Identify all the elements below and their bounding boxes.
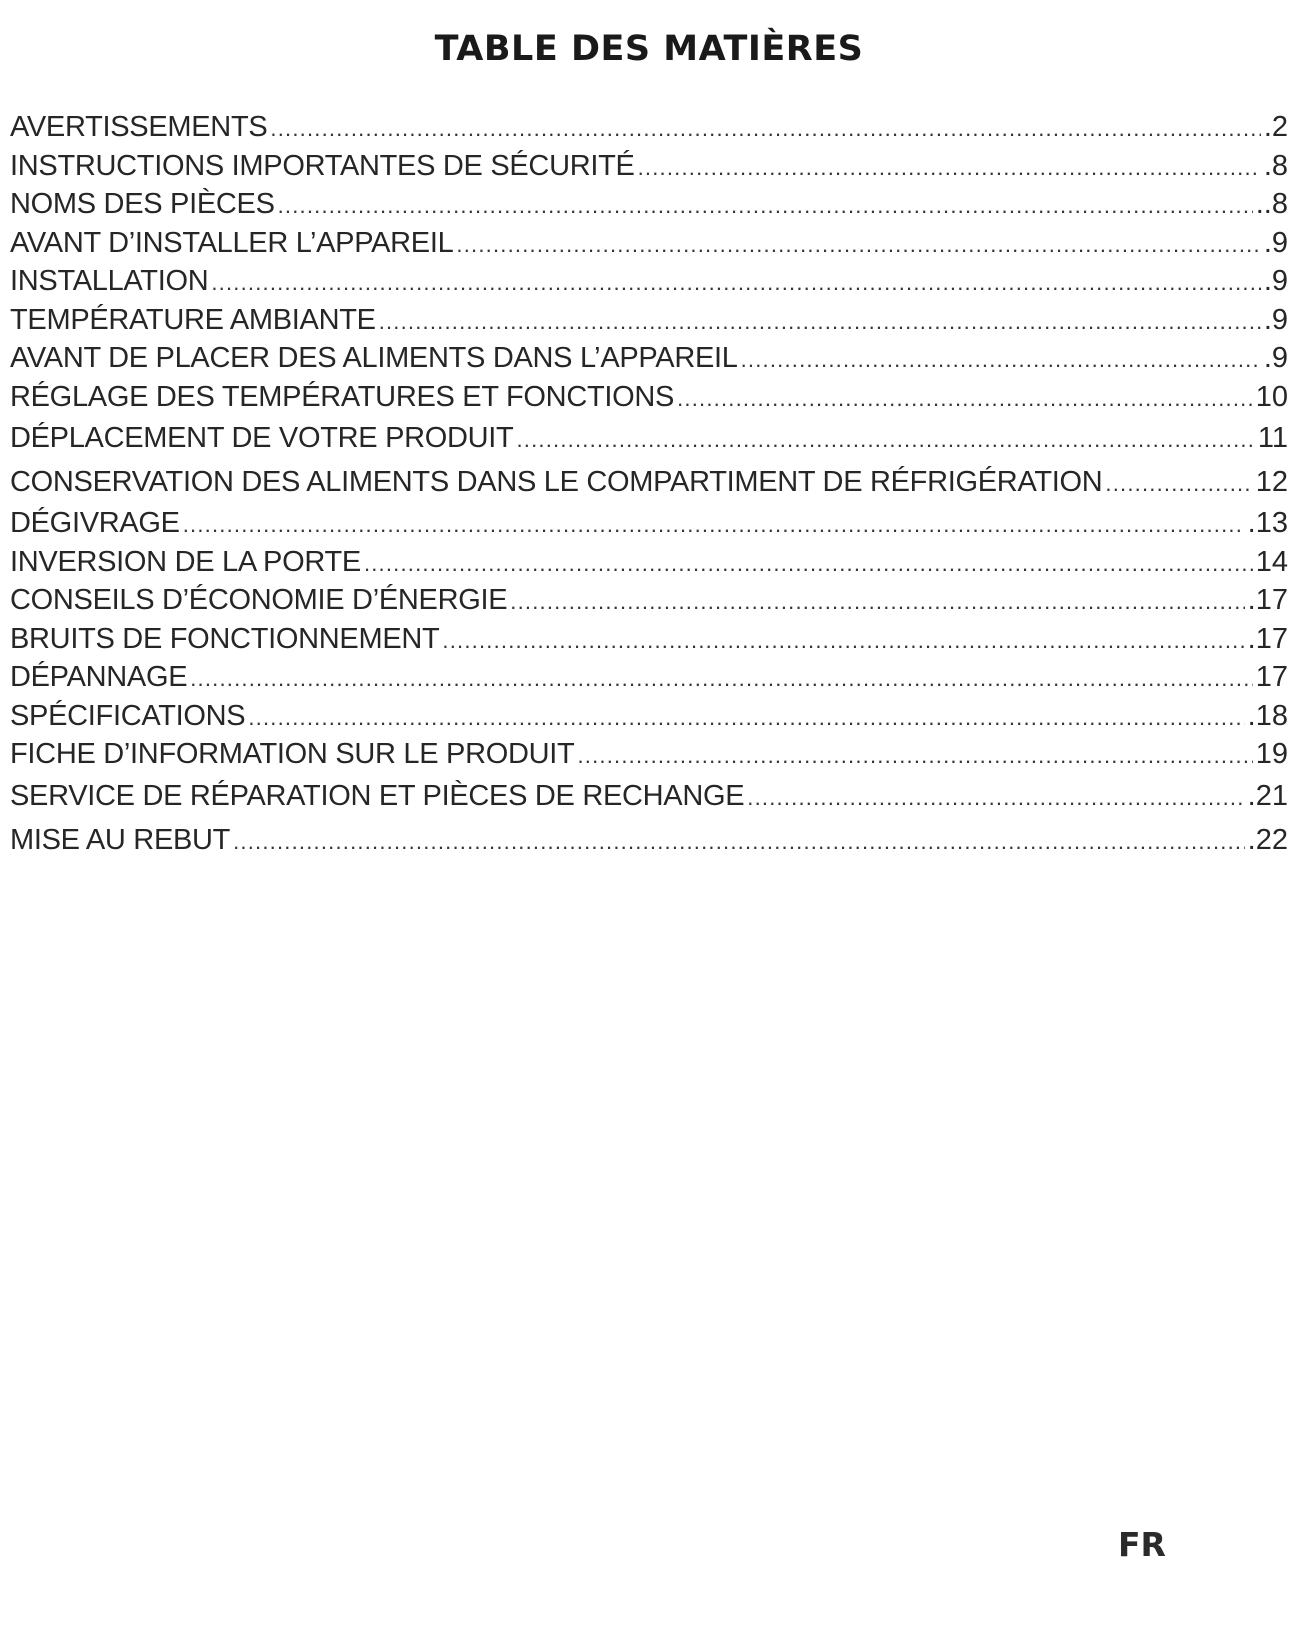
toc-entry-page: 17 — [1255, 661, 1288, 693]
toc-entry[interactable] — [10, 658, 1288, 697]
toc-entry[interactable] — [10, 185, 1288, 224]
toc-leader-dots — [190, 660, 1252, 699]
toc-entry[interactable] — [10, 460, 1288, 504]
toc-leader-dots — [442, 622, 1244, 661]
toc-leader-dots — [211, 264, 1260, 303]
toc-entry-label: SPÉCIFICATIONS — [10, 699, 246, 732]
toc-leader-dots — [278, 187, 1253, 226]
toc-leader-dots — [233, 820, 1245, 864]
toc-leader-dots — [364, 545, 1253, 584]
toc-entry-label: AVANT D’INSTALLER L’APPAREIL — [10, 226, 454, 259]
toc-leader-dots — [248, 699, 1244, 738]
toc-entry[interactable] — [10, 543, 1288, 582]
toc-entry[interactable] — [10, 262, 1288, 301]
toc-leader-dots — [456, 226, 1260, 265]
toc-entry-label: CONSEILS D’ÉCONOMIE D’ÉNERGIE — [10, 584, 508, 616]
toc-entry[interactable] — [10, 416, 1288, 460]
toc-entry[interactable] — [10, 735, 1288, 774]
toc-entry-page: 12 — [1255, 466, 1288, 498]
toc-entry-page: 14 — [1255, 545, 1288, 578]
toc-entry-page: .18 — [1247, 699, 1288, 732]
toc-entry-label: BRUITS DE FONCTIONNEMENT — [10, 622, 440, 655]
toc-entry-label: INSTRUCTIONS IMPORTANTES DE SÉCURITÉ — [10, 149, 635, 182]
toc-leader-dots — [379, 303, 1261, 342]
toc-leader-dots — [270, 110, 1260, 149]
toc-entry-label: SERVICE DE RÉPARATION ET PIÈCES DE RECHANGE — [10, 779, 745, 812]
toc-entry-label: DÉPANNAGE — [10, 661, 188, 693]
toc-entry-page: .13 — [1247, 507, 1288, 539]
toc-entry[interactable] — [10, 378, 1288, 417]
toc-entry[interactable] — [10, 818, 1288, 862]
toc-entry-page: .9 — [1263, 265, 1288, 297]
toc-entry-label: INVERSION DE LA PORTE — [10, 545, 361, 578]
page-title: TABLE DES MATIÈRES — [434, 29, 864, 70]
toc-leader-dots — [1105, 462, 1252, 506]
toc-entry[interactable] — [10, 147, 1288, 186]
toc-entry-page: .9 — [1263, 226, 1288, 259]
table-of-contents — [10, 108, 1288, 862]
toc-entry-page: .8 — [1263, 149, 1288, 182]
toc-entry[interactable] — [10, 504, 1288, 543]
toc-entry-label: CONSERVATION DES ALIMENTS DANS LE COMPARTIMENT DE RÉFRIGÉRATION — [10, 466, 1103, 498]
toc-entry-label: TEMPÉRATURE AMBIANTE — [10, 303, 376, 336]
toc-entry-page: 19 — [1255, 738, 1288, 770]
toc-leader-dots — [747, 776, 1244, 820]
toc-entry[interactable] — [10, 697, 1288, 736]
toc-leader-dots — [577, 737, 1252, 776]
toc-entry[interactable] — [10, 620, 1288, 659]
toc-entry-label: AVERTISSEMENTS — [10, 111, 268, 143]
language-badge: FR — [1118, 1525, 1166, 1564]
toc-entry-page: 10 — [1255, 380, 1288, 413]
toc-entry-label: RÉGLAGE DES TEMPÉRATURES ET FONCTIONS — [10, 380, 675, 413]
toc-leader-dots — [638, 149, 1261, 188]
toc-entry[interactable] — [10, 224, 1288, 263]
toc-entry-page: .22 — [1247, 823, 1288, 856]
toc-leader-dots — [516, 418, 1254, 462]
toc-entry[interactable] — [10, 301, 1288, 340]
toc-entry-label: INSTALLATION — [10, 265, 209, 297]
toc-entry-page: ..8 — [1255, 188, 1288, 220]
toc-entry-label: FICHE D’INFORMATION SUR LE PRODUIT — [10, 738, 575, 770]
toc-leader-dots — [677, 380, 1253, 419]
toc-entry-label: NOMS DES PIÈCES — [10, 188, 275, 220]
toc-entry-label: AVANT DE PLACER DES ALIMENTS DANS L’APPAREIL — [10, 342, 738, 374]
toc-entry[interactable] — [10, 581, 1288, 620]
toc-entry-page: .2 — [1263, 111, 1288, 143]
toc-entry-page: .17 — [1247, 622, 1288, 655]
toc-entry[interactable] — [10, 108, 1288, 147]
toc-leader-dots — [510, 583, 1244, 622]
toc-entry[interactable] — [10, 774, 1288, 818]
toc-entry[interactable] — [10, 339, 1288, 378]
toc-leader-dots — [741, 341, 1261, 380]
toc-entry-page: .17 — [1247, 584, 1288, 616]
toc-leader-dots — [183, 506, 1245, 545]
toc-entry-page: .21 — [1247, 779, 1288, 812]
toc-entry-page: 11 — [1257, 422, 1288, 454]
toc-entry-page: .9 — [1263, 303, 1288, 336]
toc-entry-page: .9 — [1263, 342, 1288, 374]
toc-entry-label: DÉGIVRAGE — [10, 507, 180, 539]
toc-entry-label: MISE AU REBUT — [10, 823, 231, 856]
toc-entry-label: DÉPLACEMENT DE VOTRE PRODUIT — [10, 422, 514, 454]
